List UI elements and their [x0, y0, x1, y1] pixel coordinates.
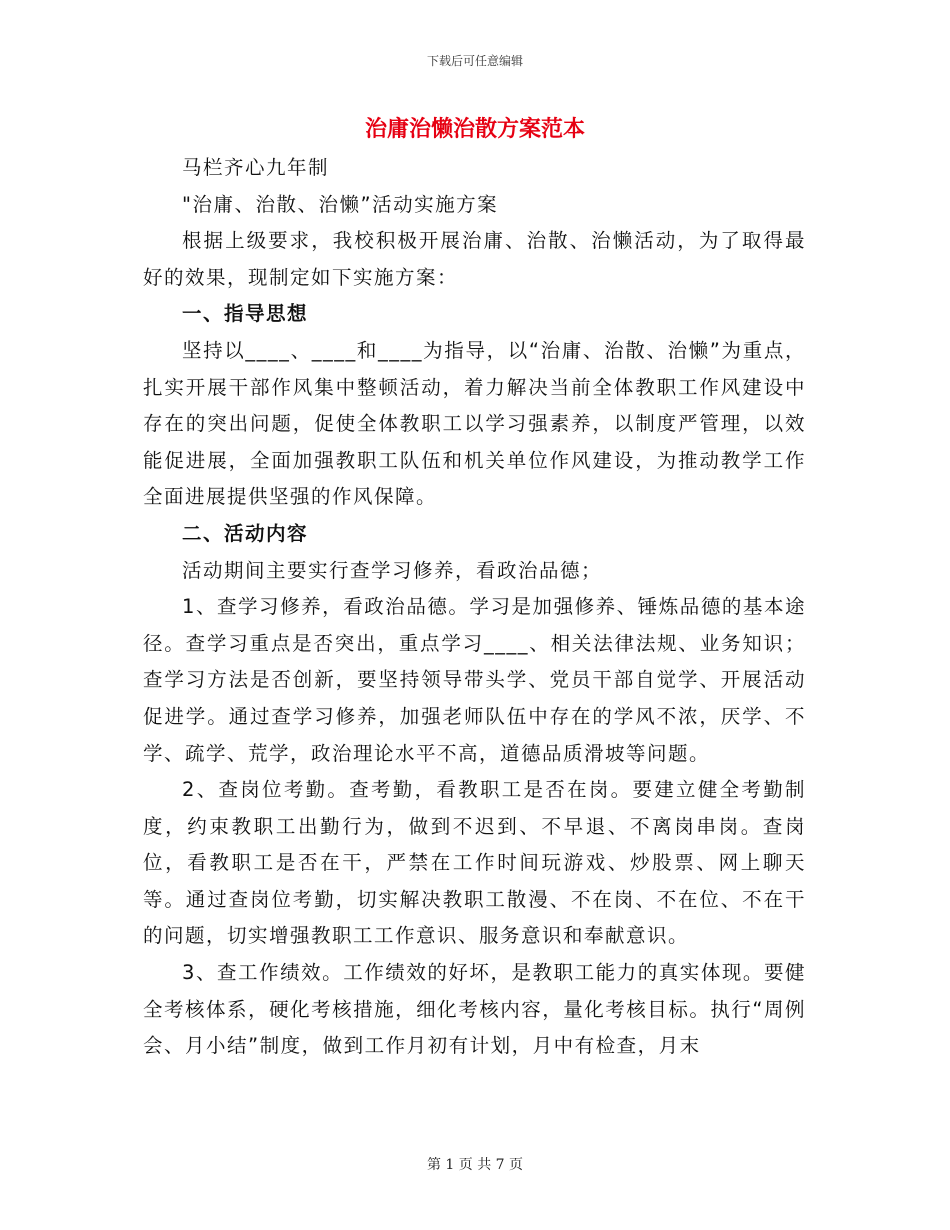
school-name: 马栏齐心九年制	[182, 156, 330, 179]
plan-subtitle: "治庸、治散、治懒”活动实施方案	[182, 192, 499, 216]
item-2-attendance-paragraph: 2、查岗位考勤。查考勤，看教职工是否在岗。要建立健全考勤制度，约束教职工出勤行为，做到不迟到、不早退、不离岗串岗。查岗位，看教职工是否在干，严禁在工作时间玩游戏、炒股票、网上聊天等。通过查岗位考勤，切实解决教职工散漫、不在岗、不在位、不在干的问题，切实增强教职工工作意识、服务意识和奉献意识。	[143, 778, 806, 948]
item-1-study-paragraph: 1、查学习修养，看政治品德。学习是加强修养、锤炼品德的基本途径。查学习重点是否突出，重点学习____、相关法律法规、业务知识；查学习方法是否创新，要坚持领导带头学、党员干部自觉学、开展活动促进学。通过查学习修养，加强老师队伍中存在的学风不浓，厌学、不学、疏学、荒学，政治理论水平不高，道德品质滑坡等问题。	[143, 595, 806, 765]
intro-paragraph: 根据上级要求，我校积极开展治庸、治散、治懒活动，为了取得最好的效果，现制定如下实施方案：	[143, 229, 806, 289]
item-3-performance-paragraph: 3、查工作绩效。工作绩效的好坏，是教职工能力的真实体现。要健全考核体系，硬化考核措施，细化考核内容，量化考核目标。执行“周例会、月小结”制度，做到工作月初有计划，月中有检查，月末	[143, 961, 806, 1058]
page-header-note: 下载后可任意编辑	[426, 54, 523, 68]
page-number: 第 1 页 共 7 页	[426, 1157, 524, 1173]
section-heading-guiding-ideology: 一、指导思想	[182, 302, 309, 326]
section-heading-activity-content: 二、活动内容	[182, 521, 309, 545]
guiding-ideology-paragraph: 坚持以____、____和____为指导，以“治庸、治散、治懒”为重点，扎实开展干部作风集中整顿活动，着力解决当前全体教职工作风建设中存在的突出问题，促使全体教职工以学习强素养，以制度严管理，以效能促进展，全面加强教职工队伍和机关单位作风建设，为推动教学工作全面进展提供坚强的作风保障。	[143, 338, 806, 509]
document-body	[143, 150, 806, 1065]
document-title: 治庸治懒治散方案范本	[364, 117, 585, 142]
activity-intro-paragraph: 活动期间主要实行查学习修养，看政治品德；	[182, 558, 603, 582]
